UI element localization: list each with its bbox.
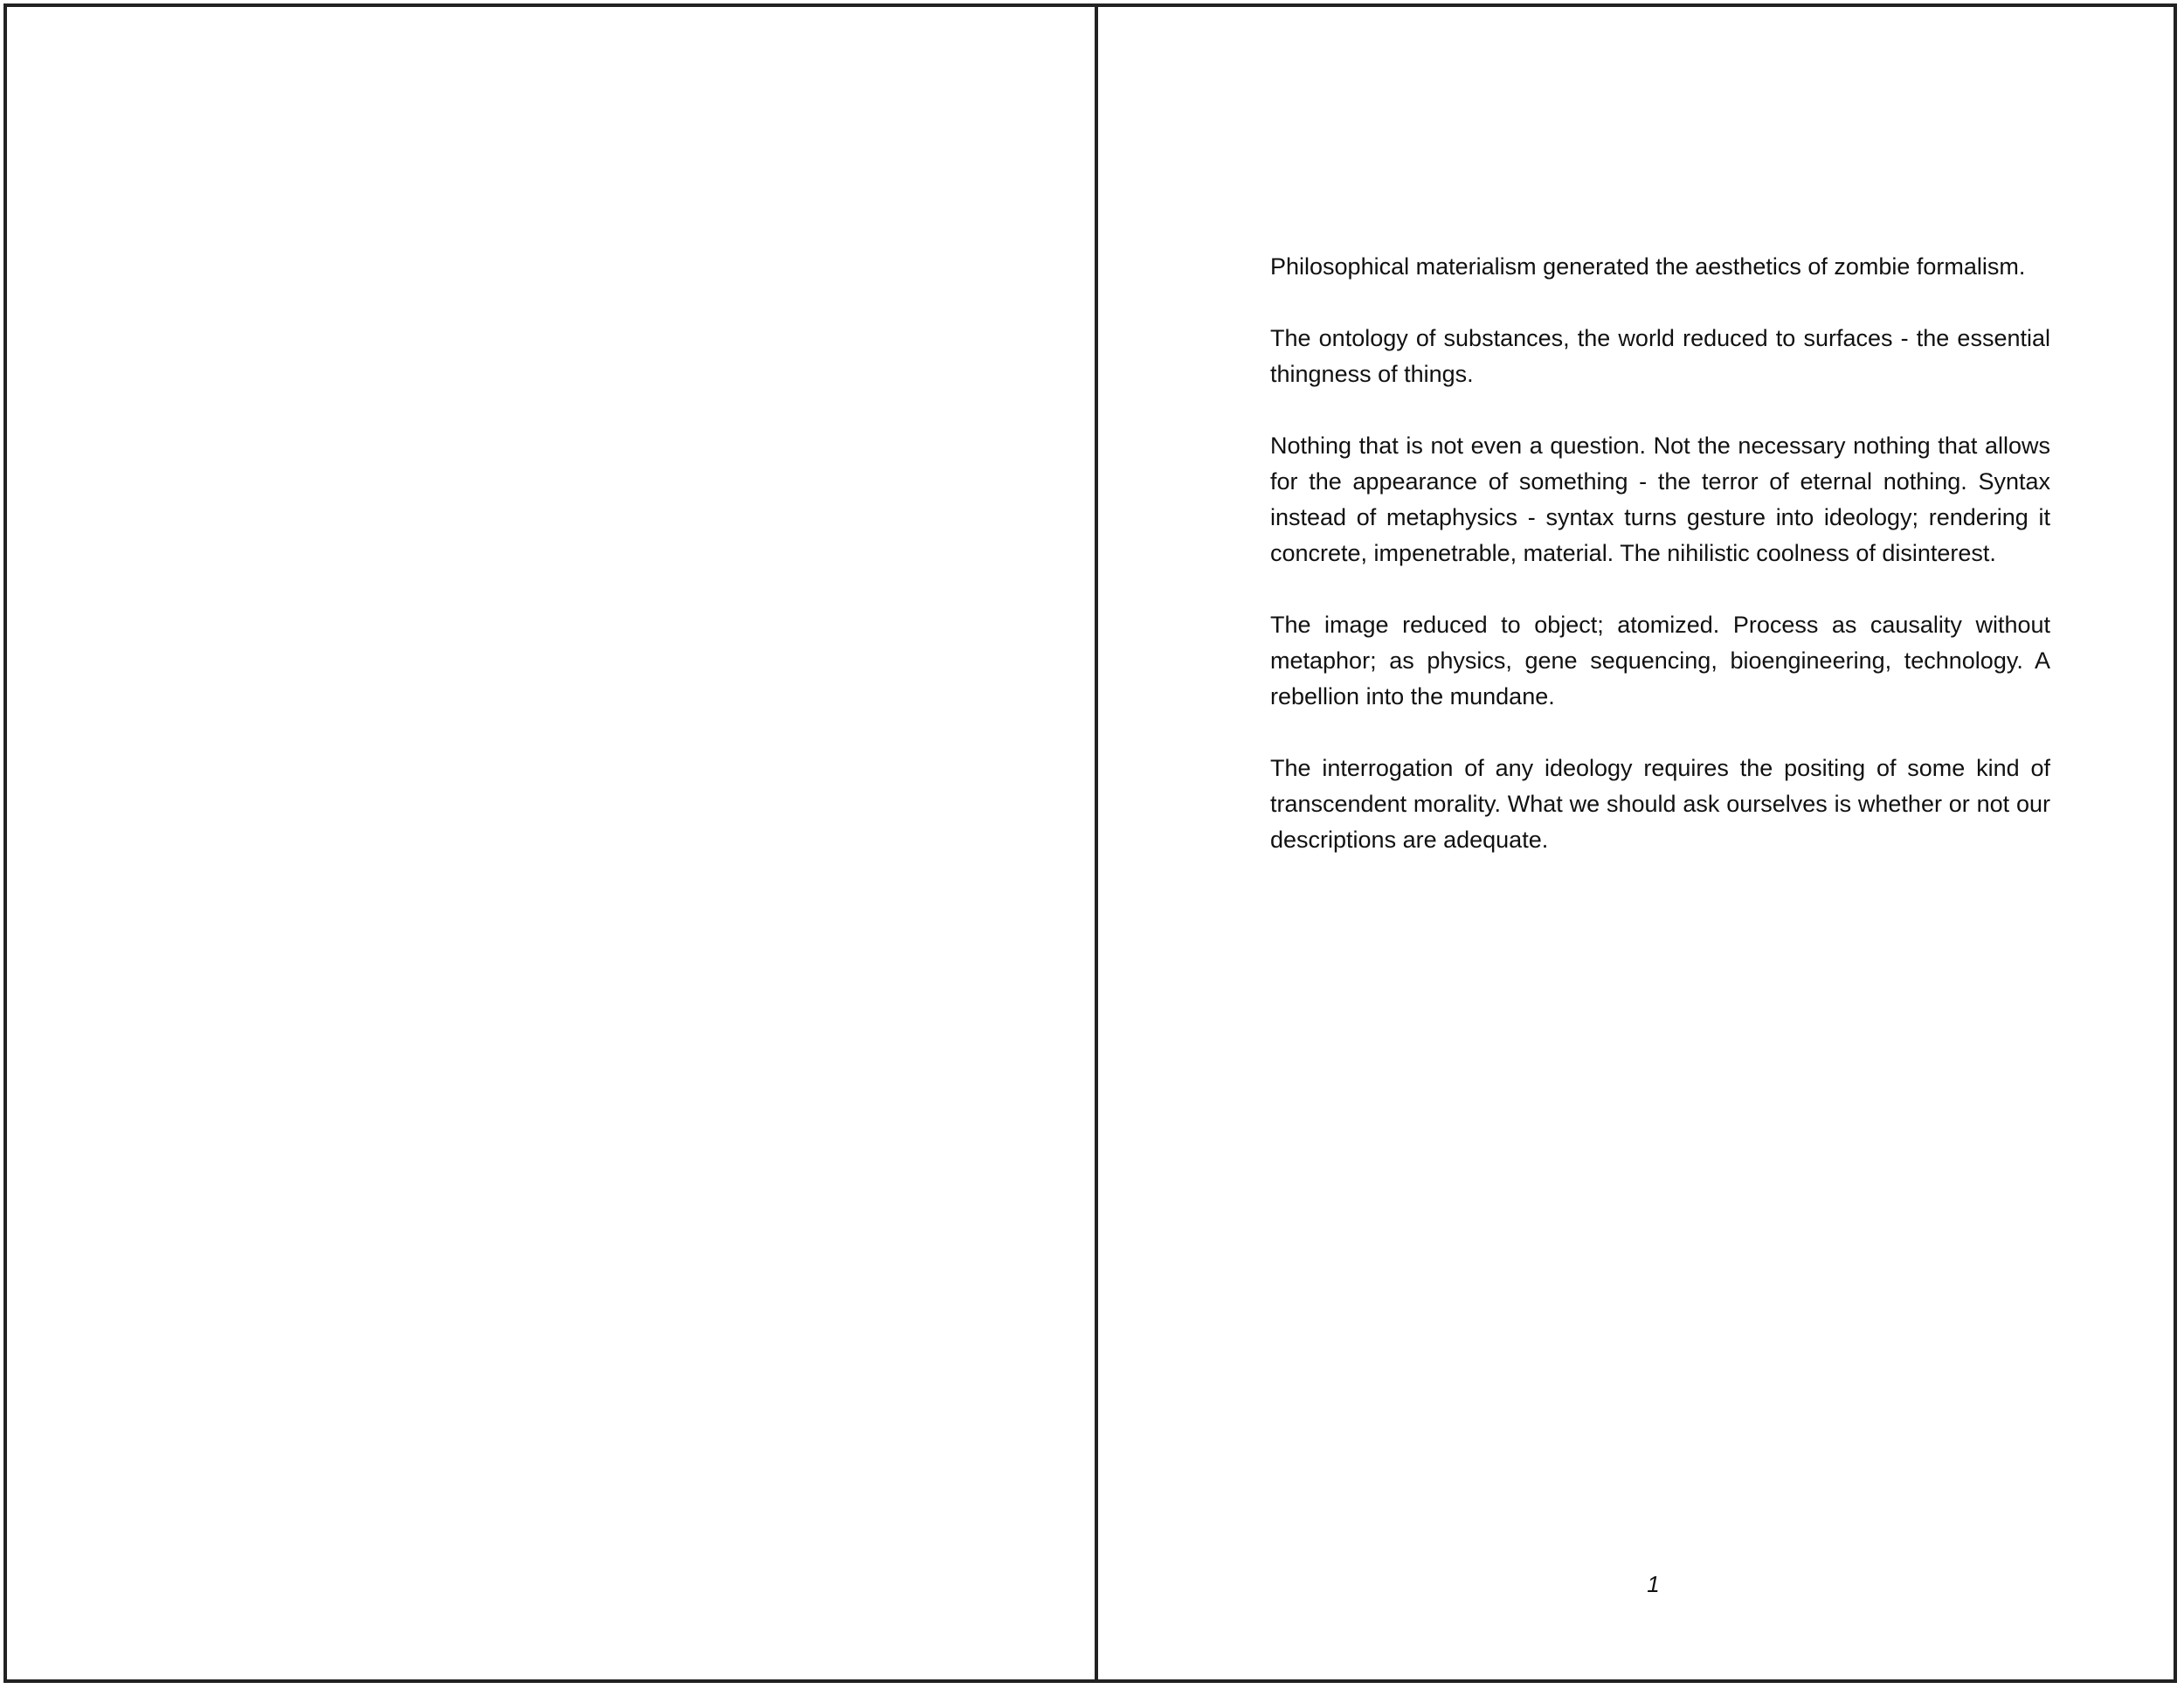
paragraph-3: Nothing that is not even a question. Not the necessary nothing that allows for the appearance of something - the terror of eternal nothing. Syntax instead of metaphysics - syntax turns gesture into ideology; rendering it concrete, impenetrable, material. The nihilistic coolness of disinterest. <box>1270 433 2050 566</box>
left-page <box>7 7 1098 1679</box>
book-spread <box>3 3 2177 1683</box>
paragraph-4: The image reduced to object; atomized. Process as causality without metaphor; as physics, gene sequencing, bioengineering, technology. A rebellion into the mundane. <box>1270 612 2050 710</box>
body-text <box>1270 249 2050 894</box>
paragraph-1: Philosophical materialism generated the aesthetics of zombie formalism. <box>1270 253 2026 280</box>
page-number: 1 <box>1647 1571 1660 1597</box>
paragraph-5: The interrogation of any ideology requires the positing of some kind of transcendent morality. What we should ask ourselves is whether or not our descriptions are adequate. <box>1270 755 2050 853</box>
paragraph-2: The ontology of substances, the world reduced to surfaces - the essential thingness of things. <box>1270 325 2050 387</box>
right-page <box>1098 7 2174 1679</box>
